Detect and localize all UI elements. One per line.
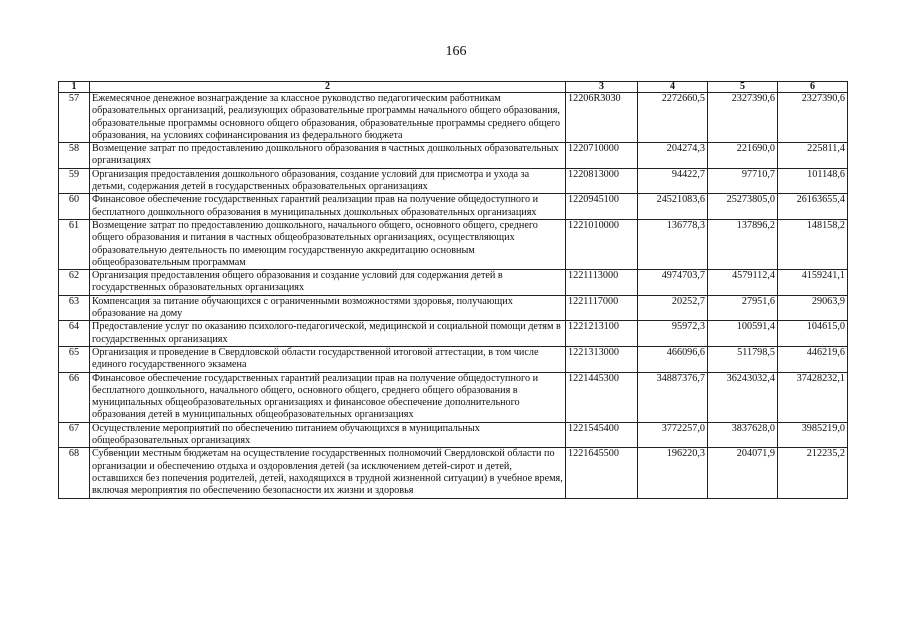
row-number: 64	[59, 321, 90, 347]
header-cell: 2	[90, 82, 566, 93]
row-value-col5: 100591,4	[708, 321, 778, 347]
header-cell: 3	[566, 82, 638, 93]
row-number: 67	[59, 422, 90, 448]
row-description: Финансовое обеспечение государственных гарантий реализации прав на получение общедоступного и бесплатного дошкольного, начального общего, основного общего, среднего общего образования в муниципальных общеобразовательных организациях и финансовое обеспечение дополнительного образования детей в муниципальных общеобразовательных организациях	[90, 372, 566, 422]
table-row	[59, 321, 848, 347]
table-row	[59, 168, 848, 194]
row-number: 58	[59, 143, 90, 169]
row-value-col5: 2327390,6	[708, 93, 778, 143]
row-code: 1221545400	[566, 422, 638, 448]
row-value-col4: 204274,3	[638, 143, 708, 169]
row-value-col5: 36243032,4	[708, 372, 778, 422]
row-description: Организация предоставления общего образования и создание условий для содержания детей в государственных образовательных организациях	[90, 270, 566, 296]
row-value-col4: 94422,7	[638, 168, 708, 194]
table-row	[59, 346, 848, 372]
row-number: 57	[59, 93, 90, 143]
row-code: 1221213100	[566, 321, 638, 347]
row-description: Возмещение затрат по предоставлению дошкольного, начального общего, основного общего, среднего общего образования и питания в частных общеобразовательных организациях, осуществляющих образовательную деятельность по имеющим государственную аккредитацию основным общеобразовательным программам	[90, 219, 566, 269]
row-value-col6: 2327390,6	[778, 93, 848, 143]
row-value-col4: 196220,3	[638, 448, 708, 498]
table-header-row	[59, 82, 848, 93]
table-row	[59, 93, 848, 143]
row-value-col4: 466096,6	[638, 346, 708, 372]
row-description: Компенсация за питание обучающихся с ограниченными возможностями здоровья, получающих образование на дому	[90, 295, 566, 321]
row-value-col5: 511798,5	[708, 346, 778, 372]
table-row	[59, 143, 848, 169]
row-value-col6: 212235,2	[778, 448, 848, 498]
row-code: 1221010000	[566, 219, 638, 269]
row-value-col5: 137896,2	[708, 219, 778, 269]
row-code: 1221113000	[566, 270, 638, 296]
row-value-col6: 148158,2	[778, 219, 848, 269]
header-cell: 6	[778, 82, 848, 93]
row-value-col6: 446219,6	[778, 346, 848, 372]
row-value-col4: 4974703,7	[638, 270, 708, 296]
row-number: 61	[59, 219, 90, 269]
row-value-col5: 97710,7	[708, 168, 778, 194]
row-value-col4: 3772257,0	[638, 422, 708, 448]
row-value-col5: 27951,6	[708, 295, 778, 321]
row-value-col4: 20252,7	[638, 295, 708, 321]
row-value-col6: 29063,9	[778, 295, 848, 321]
row-value-col6: 104615,0	[778, 321, 848, 347]
row-value-col4: 34887376,7	[638, 372, 708, 422]
row-code: 1221645500	[566, 448, 638, 498]
budget-table	[58, 81, 848, 499]
table-row	[59, 194, 848, 220]
row-description: Ежемесячное денежное вознаграждение за классное руководство педагогическим работникам образовательных организаций, реализующих образовательные программы начального общего образования, образовательные программы основного общего образования, образовательные программы среднего общего образования, на условиях софинансирования из федерального бюджета	[90, 93, 566, 143]
row-value-col6: 3985219,0	[778, 422, 848, 448]
row-code: 1220710000	[566, 143, 638, 169]
row-number: 62	[59, 270, 90, 296]
row-value-col4: 136778,3	[638, 219, 708, 269]
row-code: 12206R3030	[566, 93, 638, 143]
row-value-col4: 2272660,5	[638, 93, 708, 143]
row-value-col6: 26163655,4	[778, 194, 848, 220]
row-value-col6: 4159241,1	[778, 270, 848, 296]
row-description: Организация и проведение в Свердловской области государственной итоговой аттестации, в том числе единого государственного экзамена	[90, 346, 566, 372]
header-cell: 5	[708, 82, 778, 93]
table-row	[59, 270, 848, 296]
table-row	[59, 219, 848, 269]
row-number: 60	[59, 194, 90, 220]
header-cell: 4	[638, 82, 708, 93]
row-code: 1221117000	[566, 295, 638, 321]
row-value-col6: 101148,6	[778, 168, 848, 194]
row-description: Субвенции местным бюджетам на осуществление государственных полномочий Свердловской области по организации и обеспечению отдыха и оздоровления детей (за исключением детей-сирот и детей, оставшихся без попечения родителей, детей, находящихся в трудной жизненной ситуации) в учебное время, включая мероприятия по обеспечению безопасности их жизни и здоровья	[90, 448, 566, 498]
row-value-col5: 204071,9	[708, 448, 778, 498]
table-row	[59, 448, 848, 498]
row-value-col6: 225811,4	[778, 143, 848, 169]
row-value-col5: 4579112,4	[708, 270, 778, 296]
row-number: 68	[59, 448, 90, 498]
row-value-col5: 221690,0	[708, 143, 778, 169]
table-row	[59, 372, 848, 422]
row-description: Финансовое обеспечение государственных гарантий реализации прав на получение общедоступного и бесплатного дошкольного образования в муниципальных дошкольных образовательных организациях	[90, 194, 566, 220]
row-description: Осуществление мероприятий по обеспечению питанием обучающихся в муниципальных общеобразовательных организациях	[90, 422, 566, 448]
row-number: 63	[59, 295, 90, 321]
row-code: 1221445300	[566, 372, 638, 422]
row-code: 1220813000	[566, 168, 638, 194]
row-value-col4: 24521083,6	[638, 194, 708, 220]
row-description: Возмещение затрат по предоставлению дошкольного образования в частных дошкольных образовательных организациях	[90, 143, 566, 169]
table-row	[59, 295, 848, 321]
row-value-col5: 25273805,0	[708, 194, 778, 220]
row-description: Предоставление услуг по оказанию психолого-педагогической, медицинской и социальной помощи детям в государственных организациях	[90, 321, 566, 347]
row-value-col4: 95972,3	[638, 321, 708, 347]
header-cell: 1	[59, 82, 90, 93]
page-number: 166	[445, 44, 467, 59]
row-code: 1220945100	[566, 194, 638, 220]
row-value-col5: 3837628,0	[708, 422, 778, 448]
row-number: 59	[59, 168, 90, 194]
row-description: Организация предоставления дошкольного образования, создание условий для присмотра и ухода за детьми, содержания детей в государственных образовательных организациях	[90, 168, 566, 194]
row-number: 66	[59, 372, 90, 422]
row-code: 1221313000	[566, 346, 638, 372]
row-number: 65	[59, 346, 90, 372]
row-value-col6: 37428232,1	[778, 372, 848, 422]
table-row	[59, 422, 848, 448]
